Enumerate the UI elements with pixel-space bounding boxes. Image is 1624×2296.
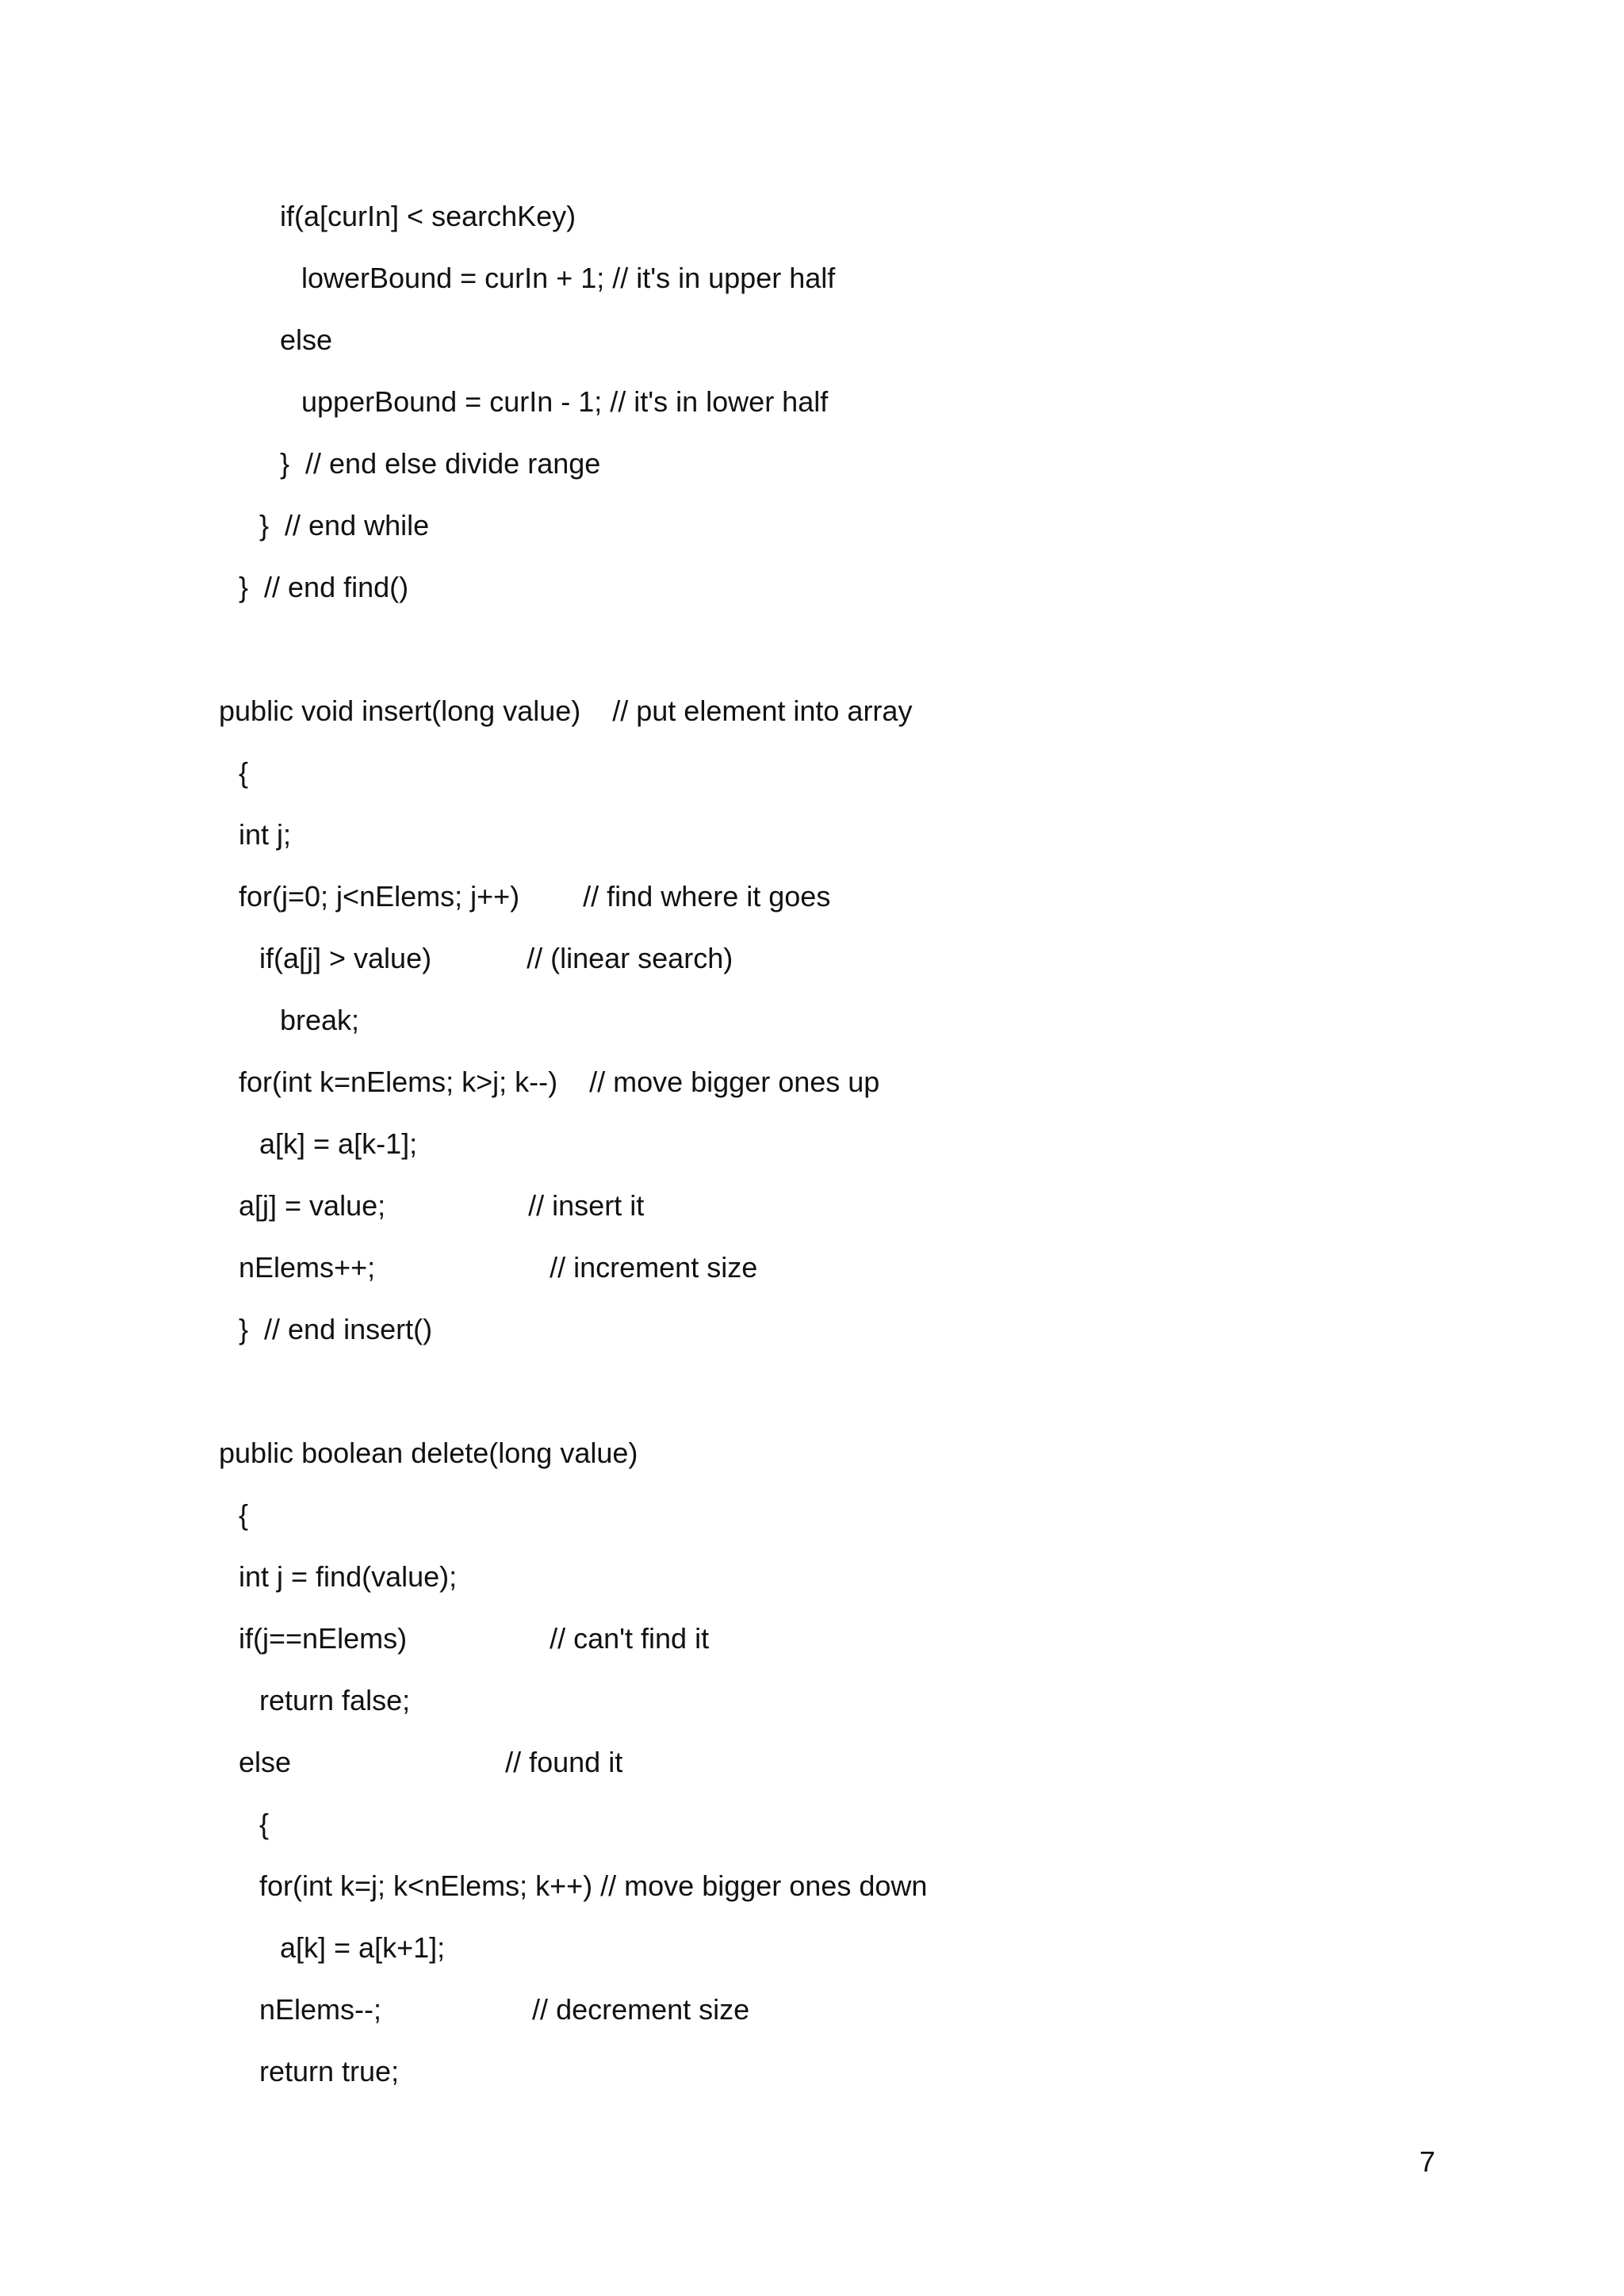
code-line: a[j] = value; // insert it — [239, 1189, 645, 1222]
code-line: public boolean delete(long value) — [219, 1437, 638, 1469]
code-line: nElems--; // decrement size — [259, 1993, 750, 2026]
code-line: public void insert(long value) // put element into array — [219, 695, 913, 727]
page-number: 7 — [1419, 2145, 1436, 2178]
code-line: else // found it — [239, 1746, 623, 1778]
code-line: int j; — [239, 818, 292, 851]
code-line: int j = find(value); — [239, 1560, 458, 1593]
code-line: } // end find() — [239, 571, 409, 603]
code-line: else — [280, 323, 333, 356]
code-line: } // end insert() — [239, 1313, 433, 1345]
code-line: return false; — [259, 1684, 411, 1716]
code-line: { — [239, 756, 249, 789]
code-line: } // end else divide range — [280, 447, 601, 480]
code-line: if(a[j] > value) // (linear search) — [259, 942, 733, 974]
code-line: upperBound = curIn - 1; // it's in lower half — [301, 385, 829, 418]
code-line: lowerBound = curIn + 1; // it's in upper half — [301, 262, 836, 294]
code-line: { — [259, 1808, 270, 1840]
code-line: } // end while — [259, 509, 430, 541]
code-line: a[k] = a[k+1]; — [280, 1931, 446, 1964]
code-line: for(j=0; j<nElems; j++) // find where it goes — [239, 880, 831, 913]
code-line: return true; — [259, 2055, 400, 2087]
code-line: if(j==nElems) // can't find it — [239, 1622, 710, 1655]
code-line: nElems++; // increment size — [239, 1251, 758, 1284]
code-line: if(a[curIn] < searchKey) — [280, 200, 576, 232]
code-line: for(int k=j; k<nElems; k++) // move bigger ones down — [259, 1869, 928, 1902]
code-line: a[k] = a[k-1]; — [259, 1127, 418, 1160]
code-line: break; — [280, 1004, 360, 1036]
code-line: for(int k=nElems; k>j; k--) // move bigger ones up — [239, 1066, 880, 1098]
code-line: { — [239, 1498, 249, 1531]
